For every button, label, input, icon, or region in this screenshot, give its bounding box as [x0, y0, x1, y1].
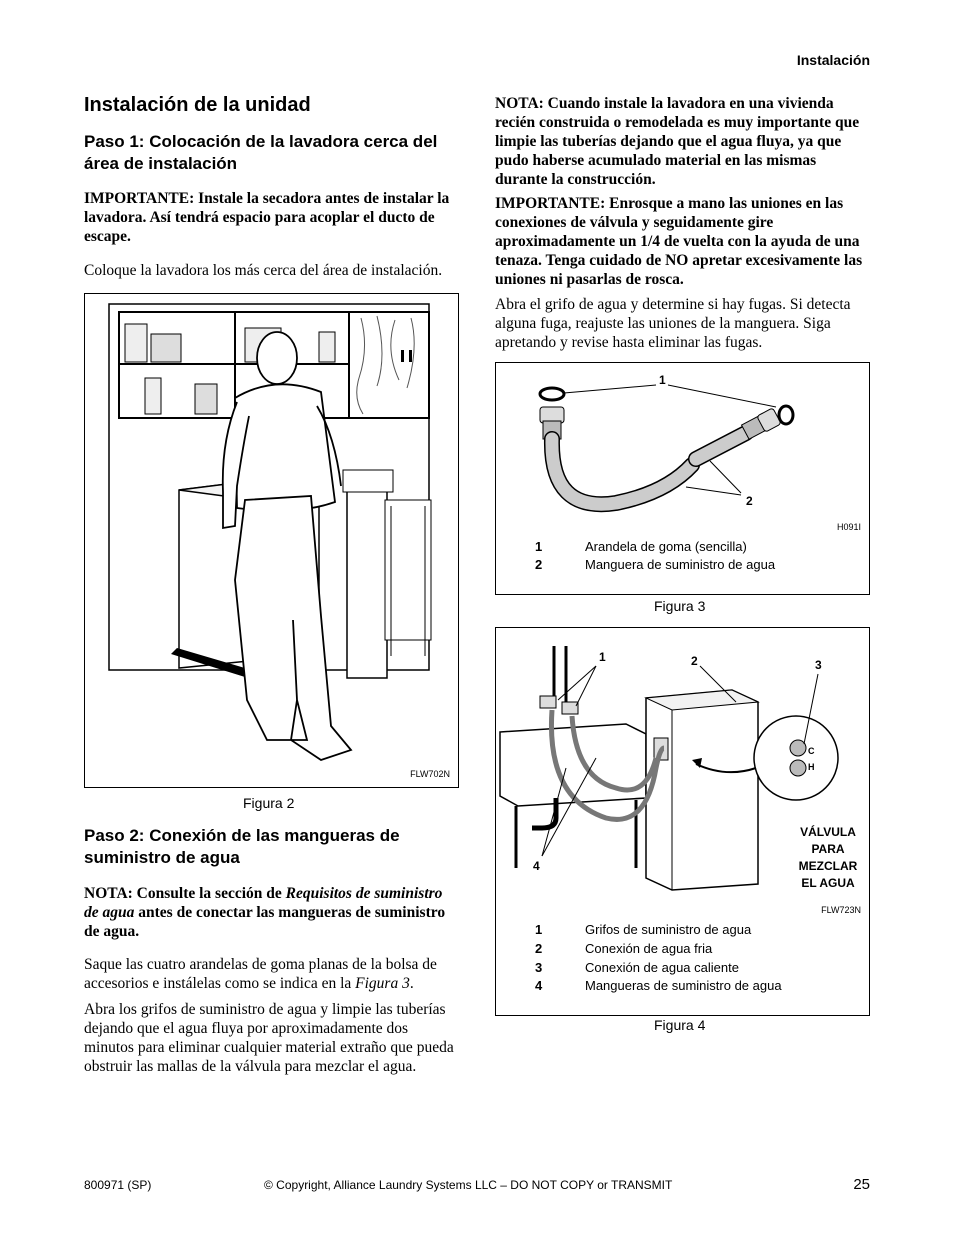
hose-illustration — [496, 363, 869, 523]
fig4-callout-4: 4 — [533, 859, 540, 873]
legend-text: Mangueras de suministro de agua — [585, 978, 782, 993]
figure-2-code: FLW702N — [410, 769, 450, 779]
legend-number: 1 — [535, 539, 543, 554]
paragraph-flush: Abra los grifos de suministro de agua y limpie las tuberías dejando que el agua fluya por aproximadamente dos minutos para eliminar cualquier material extraño que pueda obstruir las mallas de la válvula para mezclar el agua. — [84, 1001, 454, 1075]
figure-3 — [495, 362, 870, 595]
legend-text: Arandela de goma (sencilla) — [585, 539, 747, 554]
legend-text: Conexión de agua caliente — [585, 960, 739, 975]
step1-title: Paso 1: Colocación de la lavadora cerca del área de instalación — [84, 132, 438, 173]
step2-title: Paso 2: Conexión de las mangueras de suministro de agua — [84, 826, 400, 867]
footer-doc-number: 800971 (SP) — [84, 1178, 152, 1192]
valve-label-line: PARA — [811, 842, 845, 856]
washer-placement-illustration — [85, 294, 458, 787]
valve-label-line: VÁLVULA — [800, 825, 856, 839]
figure-4-code: FLW723N — [821, 905, 861, 915]
note-prefix: NOTA: Consulte la sección de — [84, 885, 286, 902]
legend-text: Grifos de suministro de agua — [585, 922, 752, 937]
legend-number: 1 — [535, 922, 543, 937]
fig3-callout-2: 2 — [746, 494, 753, 508]
important-note-2: IMPORTANTE: Enrosque a mano las uniones en las conexiones de válvula y seguidamente gire aproximadamente un 1/4 de vuelta con la ayuda de una tenaza. Tenga cuidado de NO apretar excesivamente las uniones ni pasarlas de rosca. — [495, 195, 863, 288]
running-header: Instalación — [796, 52, 870, 68]
figure-3-code: H091I — [836, 522, 861, 532]
p2-prefix: Saque las cuatro arandelas de goma planas de la bolsa de accesorios e instálelas como se indica en la — [84, 956, 437, 992]
legend-number: 3 — [535, 960, 543, 975]
valve-label-line: EL AGUA — [801, 876, 855, 890]
figure-4-caption: Figura 4 — [654, 1017, 706, 1033]
valve-letter-h: H — [808, 762, 815, 772]
note-link-text: Requisitos de suministro de agua — [84, 885, 443, 921]
legend-number: 2 — [535, 557, 543, 572]
figure-2 — [84, 293, 459, 788]
legend-number: 4 — [535, 978, 543, 993]
p2-figure-ref: Figura 3 — [355, 975, 410, 992]
fig4-callout-3: 3 — [815, 658, 822, 672]
note-new-construction: NOTA: Cuando instale la lavadora en una vivienda recién construida o remodelada es muy importante que limpie las tuberías dejando que el agua fluya, ya que pudo haberse acumulado material en las mismas durante la construcción. — [495, 95, 860, 188]
paragraph-washers — [84, 955, 459, 993]
p2-suffix: . — [409, 975, 414, 992]
legend-text: Manguera de suministro de agua — [585, 557, 776, 572]
footer-copyright: © Copyright, Alliance Laundry Systems LLC – DO NOT COPY or TRANSMIT — [264, 1178, 673, 1192]
fig4-callout-2: 2 — [691, 654, 698, 668]
fig3-callout-1: 1 — [659, 373, 666, 387]
fig4-callout-1: 1 — [599, 650, 606, 664]
valve-label-line: MEZCLAR — [798, 859, 858, 873]
page-number: 25 — [853, 1176, 870, 1193]
legend-text: Conexión de agua fria — [585, 941, 713, 956]
legend-number: 2 — [535, 941, 543, 956]
valve-letter-c: C — [808, 746, 815, 756]
important-note-1: IMPORTANTE: Instale la secadora antes de instalar la lavadora. Así tendrá espacio para acoplar el ducto de escape. — [84, 190, 450, 245]
figure-3-caption: Figura 3 — [654, 598, 706, 614]
valve-label — [792, 824, 864, 892]
figure-2-caption: Figura 2 — [243, 795, 295, 811]
paragraph-leaks: Abra el grifo de agua y determine si hay fugas. Si detecta alguna fuga, reajuste las uniones de la manguera. Siga apretando y revise hasta eliminar las fugas. — [495, 296, 851, 351]
note-suffix: antes de conectar las mangueras de suministro de agua. — [84, 904, 446, 940]
note-requirements — [84, 884, 459, 941]
figure-4 — [495, 627, 870, 1016]
page-title: Instalación de la unidad — [84, 94, 311, 116]
paragraph-placement: Coloque la lavadora los más cerca del área de instalación. — [84, 262, 443, 279]
